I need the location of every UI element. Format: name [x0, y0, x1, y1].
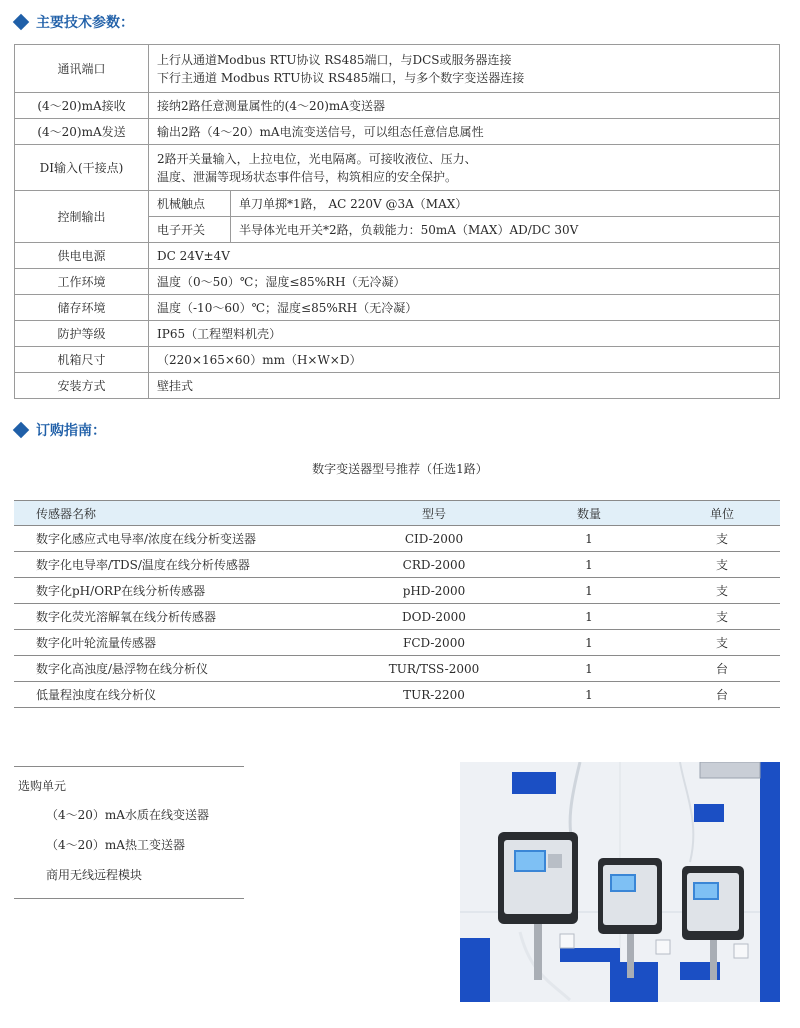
cell-qty: 1 — [585, 635, 593, 650]
spec-value-line: 下行主通道 Modbus RTU协议 RS485端口，与多个数字变送器连接 — [157, 70, 525, 85]
spec-row-power — [15, 243, 780, 269]
spec-value: 半导体光电开关*2路，负载能力：50mA（MAX）AD/DC 30V — [231, 217, 780, 243]
optional-units-title: 选购单元 — [18, 779, 67, 793]
optional-units — [14, 766, 244, 899]
spec-label: 储存环境 — [15, 295, 149, 321]
spec-label: 机箱尺寸 — [15, 347, 149, 373]
order-table — [14, 500, 780, 708]
spec-value-line: 上行从通道Modbus RTU协议 RS485端口，与DCS或服务器连接 — [157, 52, 512, 67]
cell-qty: 1 — [585, 661, 593, 676]
cell-unit: 台 — [715, 662, 728, 676]
spec-row-di — [15, 145, 780, 191]
spec-value — [149, 145, 780, 191]
spec-section-title: 主要技术参数： — [36, 15, 134, 31]
cell-model: TUR/TSS-2000 — [388, 661, 480, 676]
col-header-qty: 数量 — [576, 506, 601, 521]
spec-row-storage — [15, 295, 780, 321]
order-section-heading — [14, 420, 106, 440]
cell-qty: 1 — [585, 609, 593, 624]
table-row — [14, 552, 780, 578]
cell-model: CRD-2000 — [402, 557, 466, 572]
spec-label: DI输入(干接点) — [15, 145, 149, 191]
cell-name: 数字化高浊度/悬浮物在线分析仪 — [36, 662, 209, 676]
spec-table — [14, 44, 780, 399]
cell-name: 数字化叶轮流量传感器 — [36, 636, 157, 650]
cell-name: 低量程浊度在线分析仪 — [36, 688, 157, 702]
cell-qty: 1 — [585, 531, 593, 546]
cell-model: CID-2000 — [404, 531, 464, 546]
spec-value-line: 温度、泄漏等现场状态事件信号，构筑相应的安全保护。 — [157, 169, 458, 184]
divider — [14, 898, 244, 899]
table-row — [14, 526, 780, 552]
table-row — [14, 682, 780, 708]
cell-qty: 1 — [585, 583, 593, 598]
spec-row-aout — [15, 119, 780, 145]
table-row — [14, 578, 780, 604]
list-item: （4～20）mA水质在线变送器 — [46, 808, 209, 822]
spec-value: IP65（工程塑料机壳） — [149, 321, 780, 347]
col-header-name: 传感器名称 — [36, 506, 97, 521]
spec-sub-label: 机械触点 — [149, 191, 231, 217]
cell-name: 数字化电导率/TDS/温度在线分析传感器 — [36, 558, 250, 572]
cell-unit: 台 — [715, 688, 728, 702]
spec-row-ctrl-mech — [15, 191, 780, 217]
spec-label: 控制输出 — [15, 191, 149, 243]
cell-qty: 1 — [585, 687, 593, 702]
table-row — [14, 630, 780, 656]
spec-sub-label: 电子开关 — [149, 217, 231, 243]
spec-label: (4～20)mA发送 — [15, 119, 149, 145]
spec-value — [149, 45, 780, 93]
cell-model: pHD-2000 — [402, 583, 466, 598]
spec-row-ain — [15, 93, 780, 119]
spec-label: 供电电源 — [15, 243, 149, 269]
spec-value: 温度（0～50）℃；湿度≤85%RH（无冷凝） — [149, 269, 780, 295]
spec-value: 温度（-10～60）℃；湿度≤85%RH（无冷凝） — [149, 295, 780, 321]
spec-row-comm — [15, 45, 780, 93]
list-item: （4～20）mA热工变送器 — [46, 838, 185, 852]
spec-section-heading — [14, 12, 134, 32]
spec-value-line: 2路开关量输入，上拉电位，光电隔离。可接收液位、压力、 — [157, 151, 477, 166]
table-row — [14, 604, 780, 630]
spec-label: 通讯端口 — [15, 45, 149, 93]
spec-label: (4～20)mA接收 — [15, 93, 149, 119]
cell-model: TUR-2200 — [403, 687, 465, 702]
spec-value: 输出2路（4～20）mA电流变送信号，可以组态任意信息属性 — [149, 119, 780, 145]
spec-row-env — [15, 269, 780, 295]
list-item: 商用无线远程模块 — [46, 868, 143, 882]
diamond-bullet-icon — [14, 423, 28, 437]
col-header-model: 型号 — [421, 506, 446, 521]
cell-unit: 支 — [715, 610, 728, 624]
product-photo — [460, 762, 780, 1002]
table-row — [14, 656, 780, 682]
cell-name: 数字化感应式电导率/浓度在线分析变送器 — [36, 532, 257, 546]
col-header-unit: 单位 — [709, 506, 734, 521]
spec-row-size — [15, 347, 780, 373]
cell-name: 数字化荧光溶解氧在线分析传感器 — [36, 610, 217, 624]
order-table-caption: 数字变送器型号推荐（任选1路） — [312, 462, 488, 476]
spec-row-mount — [15, 373, 780, 399]
cell-name: 数字化pH/ORP在线分析传感器 — [36, 584, 206, 598]
spec-value: 接纳2路任意测量属性的(4～20)mA变送器 — [149, 93, 780, 119]
spec-value: 壁挂式 — [149, 373, 780, 399]
spec-label: 安装方式 — [15, 373, 149, 399]
cell-unit: 支 — [715, 584, 728, 598]
cell-model: FCD-2000 — [403, 635, 465, 650]
spec-label: 工作环境 — [15, 269, 149, 295]
order-table-header — [14, 500, 780, 526]
spec-value: （220×165×60）mm（H×W×D） — [149, 347, 780, 373]
spec-value: DC 24V±4V — [149, 243, 780, 269]
cell-unit: 支 — [715, 558, 728, 572]
spec-label: 防护等级 — [15, 321, 149, 347]
cell-model: DOD-2000 — [402, 609, 466, 624]
cell-unit: 支 — [715, 636, 728, 650]
cell-qty: 1 — [585, 557, 593, 572]
spec-value: 单刀单掷*1路， AC 220V @3A（MAX） — [231, 191, 780, 217]
diamond-bullet-icon — [14, 15, 28, 29]
spec-row-protect — [15, 321, 780, 347]
order-section-title: 订购指南： — [36, 423, 106, 439]
cell-unit: 支 — [715, 532, 728, 546]
product-photo-illustration — [460, 762, 780, 1002]
